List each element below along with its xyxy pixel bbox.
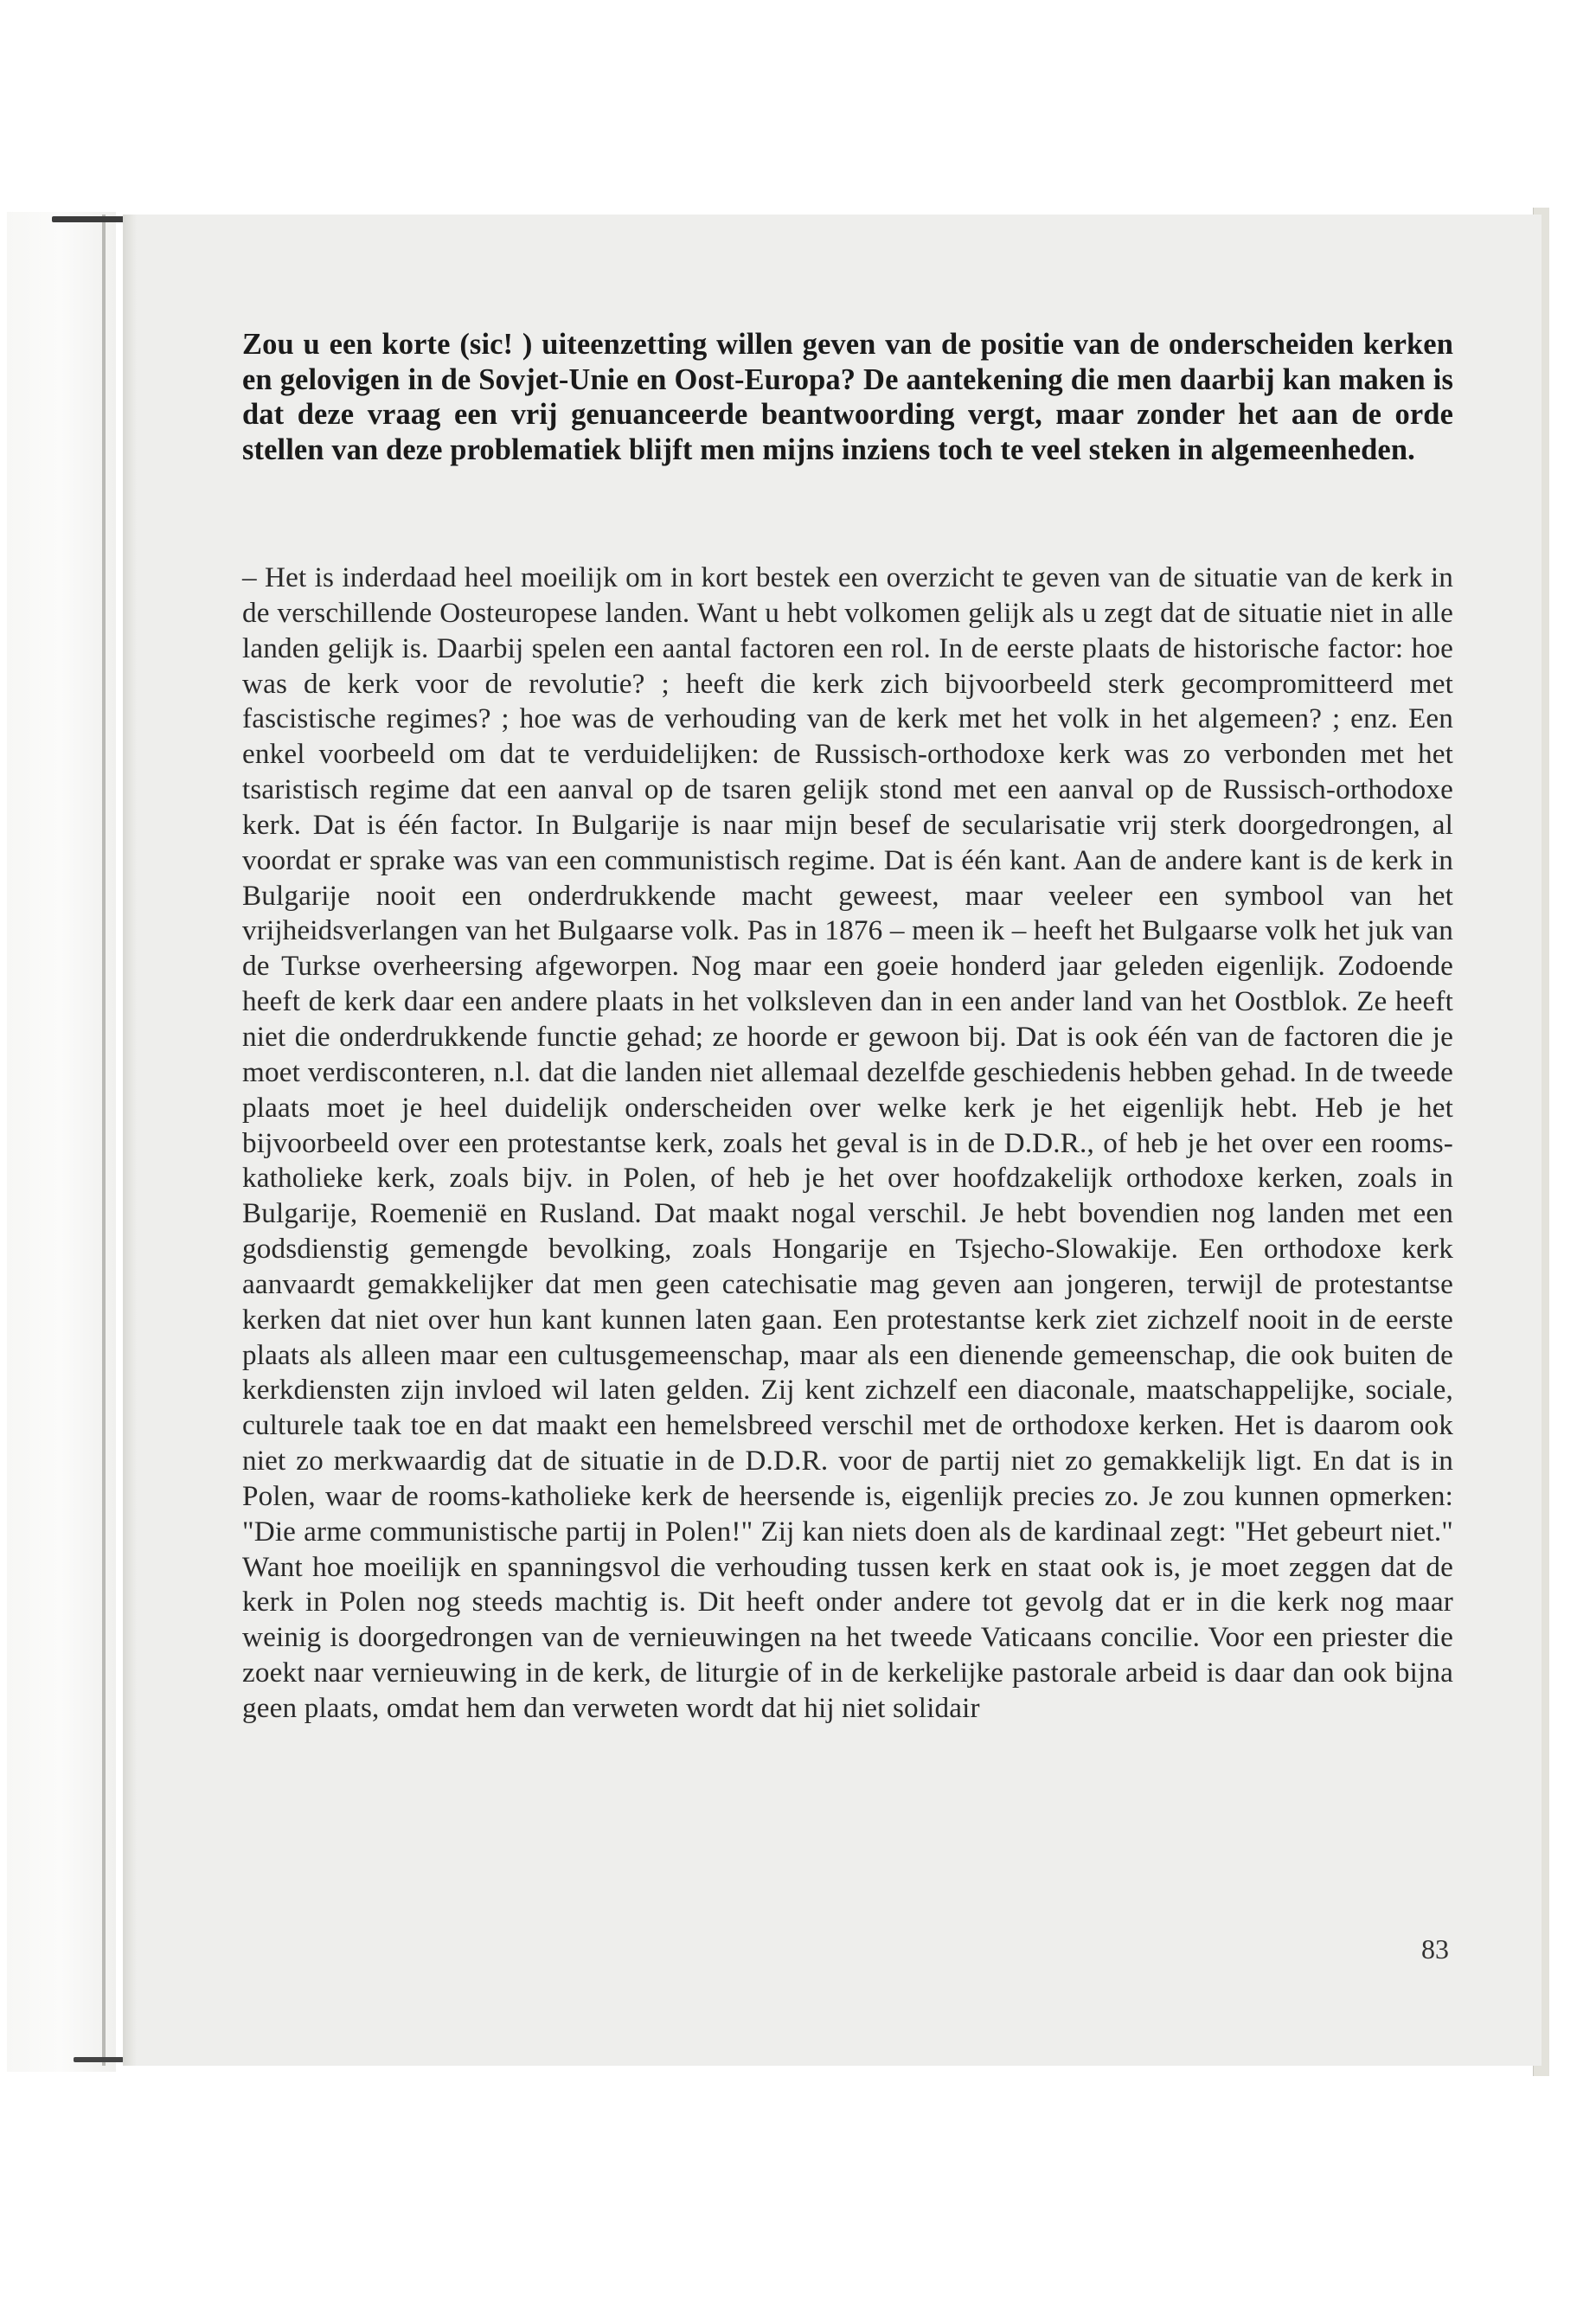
book-binding: [7, 212, 116, 2072]
binding-top-mark: [52, 216, 125, 222]
interview-question: Zou u een korte (sic! ) uiteenzetting willen geven van de positie van de onderscheiden kerken en gelovigen in de Sovjet-Unie en Oost-Europa? De aantekening die men daarbij kan maken is dat deze vraag een vrij genuanceerde beantwoording vergt, maar zonder het aan de orde stellen van deze problematiek blijft men mijns inziens toch te veel steken in algemeenheden.: [242, 328, 1453, 466]
interview-answer: – Het is inderdaad heel moeilijk om in kort bestek een overzicht te geven van de situatie van de kerk in de verschillende Oosteuropese landen. Want u hebt volkomen gelijk als u zegt dat de situatie niet in alle landen gelijk is. Daarbij spelen een aantal factoren een rol. In de eerste plaats de historische factor: hoe was de kerk voor de revolutie? ; heeft die kerk zich bijvoorbeeld sterk gecompromitteerd met fascistische regimes? ; hoe was de verhouding van de kerk met het volk in het algemeen? ; enz. Een enkel voorbeeld om dat te verduidelijken: de Russisch-orthodoxe kerk was zo verbonden met het tsaristisch regime dat een aanval op de tsaren gelijk stond met een aanval op de Russisch-orthodoxe kerk. Dat is één factor. In Bulgarije is naar mijn besef de secularisatie vrij sterk doorgedrongen, al voordat er sprake was van een communistisch regime. Dat is één kant. Aan de andere kant is de kerk in Bulgarije nooit een onderdrukkende macht geweest, maar veeleer een symbool van het vrijheidsverlangen van het Bulgaarse volk. Pas in 1876 – meen ik – heeft het Bulgaarse volk het juk van de Turkse overheersing afgeworpen. Nog maar een goeie honderd jaar geleden eigenlijk. Zodoende heeft de kerk daar een andere plaats in het volksleven dan in een ander land van het Oostblok. Ze heeft niet die onderdrukkende functie gehad; ze hoorde er gewoon bij. Dat is ook één van de factoren die je moet verdisconteren, n.l. dat die landen niet allemaal dezelfde geschiedenis hebben gehad. In de tweede plaats moet je heel duidelijk onderscheiden over welke kerk je het eigenlijk hebt. Heb je het bijvoorbeeld over een protestantse kerk, zoals het geval is in de D.D.R., of heb je het over een rooms-katholieke kerk, zoals bijv. in Polen, of heb je het over hoofdzakelijk orthodoxe kerken, zoals in Bulgarije, Roemenië en Rusland. Dat maakt nogal verschil. Je hebt bovendien nog landen met een godsdienstig gemengde bevolking, zoals Hongarije en Tsjecho-Slowakije. Een orthodoxe kerk aanvaardt gemakkelijker dat men geen catechisatie mag geven aan jongeren, terwijl de protestantse kerken dat niet over hun kant kunnen laten gaan. Een protestantse kerk ziet zichzelf nooit in de eerste plaats als alleen maar een cultusgemeenschap, maar als een dienende gemeenschap, die ook buiten de kerkdiensten zijn invloed wil laten gelden. Zij kent zichzelf een diaconale, maatschappelijke, sociale, culturele taak toe en dat maakt een hemelsbreed verschil met de orthodoxe kerken. Het is daarom ook niet zo merkwaardig dat de situatie in de D.D.R. voor de partij niet zo gemakkelijk ligt. En dat is in Polen, waar de rooms-katholieke kerk de heersende is, eigenlijk precies zo. Je zou kunnen opmerken: "Die arme communistische partij in Polen!" Zij kan niets doen als de kardinaal zegt: "Het gebeurt niet." Want hoe moeilijk en spanningsvol die verhouding tussen kerk en staat ook is, je moet zeggen dat de kerk in Polen nog steeds machtig is. Dit heeft onder andere tot gevolg dat er in die kerk nog maar weinig is doorgedrongen van de vernieuwingen na het tweede Vaticaans concilie. Voor een priester die zoekt naar vernieuwing in de kerk, de liturgie of in de kerkelijke pastorale arbeid is daar dan ook bijna geen plaats, omdat hem dan verweten wordt dat hij niet solidair: [242, 561, 1453, 1724]
page-gutter-shadow: [123, 215, 137, 2066]
binding-fold-line: [102, 215, 106, 2066]
page-number: 83: [1421, 1933, 1449, 1965]
binding-bottom-mark: [74, 2057, 124, 2062]
